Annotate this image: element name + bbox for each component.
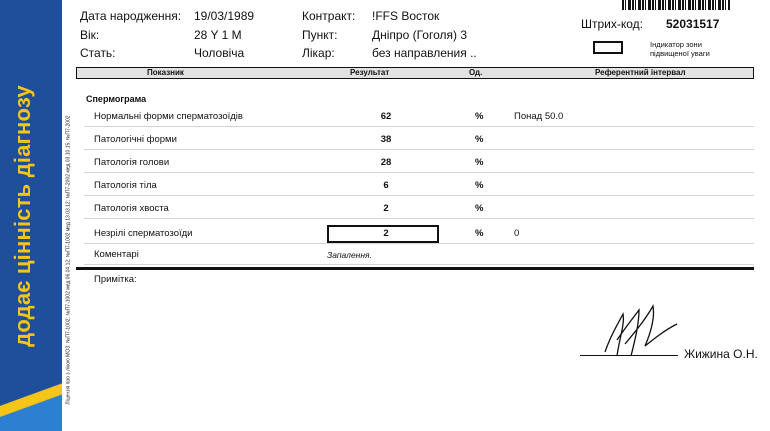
doctor-label: Лікар: (302, 46, 335, 60)
contract-value: !FFS Восток (372, 9, 440, 23)
table-row (84, 106, 754, 127)
signature-scrawl (595, 300, 679, 360)
barcode-label: Штрих-код: (581, 17, 643, 31)
note-label: Примітка: (94, 274, 137, 285)
comment-value: Запалення. (327, 250, 372, 260)
point-value: Дніпро (Гоголя) 3 (372, 28, 467, 42)
row-unit: % (475, 111, 484, 122)
table-row (84, 129, 754, 150)
row-name: Патологічні форми (94, 134, 177, 145)
header-unit: Од. (469, 68, 483, 77)
age-label: Вік: (80, 28, 100, 42)
row-unit: % (475, 228, 484, 239)
barcode-image (622, 0, 730, 10)
row-reference: 0 (514, 228, 520, 239)
contract-label: Контракт: (302, 9, 356, 23)
comment-row (84, 245, 754, 265)
point-label: Пункт: (302, 28, 338, 42)
table-row (84, 198, 754, 219)
license-note: Ліцензія про з лікою МОЗ: №П7-1002; №П7-1002 мед 06.04.12; №П7-1002 мед 13.03.12; №П7-2002 мед 03.10.15; №П7-2002 (66, 115, 72, 405)
sidebar-panel (0, 0, 62, 431)
attention-indicator-box (593, 41, 623, 54)
row-name: Незрілі сперматозоїди (94, 228, 193, 239)
attention-highlight-box (327, 225, 439, 243)
row-value: 62 (380, 111, 392, 122)
doctor-value: без направления .. (372, 46, 477, 60)
row-name: Патологія тіла (94, 180, 157, 191)
row-unit: % (475, 134, 484, 145)
signature-line (580, 355, 678, 356)
row-unit: % (475, 203, 484, 214)
signature-name: Жижина О.Н. (684, 347, 758, 361)
table-row (84, 152, 754, 173)
dob-value: 19/03/1989 (194, 9, 255, 23)
row-unit: % (475, 180, 484, 191)
section-title: Спермограма (86, 94, 147, 104)
age-value: 28 Y 1 M (194, 28, 242, 42)
row-name: Нормальні форми сперматозоїдів (94, 111, 243, 122)
row-value: 38 (380, 134, 392, 145)
results-table-header (76, 67, 754, 79)
sex-value: Чоловіча (194, 46, 245, 60)
row-name: Патологія хвоста (94, 203, 169, 214)
row-unit: % (475, 157, 484, 168)
row-name: Патологія голови (94, 157, 170, 168)
dob-label: Дата народження: (80, 9, 182, 23)
header-reference: Референтний інтервал (595, 68, 686, 77)
table-row (84, 175, 754, 196)
comment-label: Коментарі (94, 249, 139, 260)
row-value: 6 (383, 180, 389, 191)
sex-label: Стать: (80, 46, 116, 60)
header-indicator: Показник (147, 68, 184, 77)
attention-indicator-label: Індикатор зони підвищеної уваги (650, 40, 710, 58)
table-bottom-rule (76, 267, 754, 270)
header-result: Результат (350, 68, 390, 77)
row-value: 28 (380, 157, 392, 168)
barcode-number: 52031517 (666, 17, 720, 31)
row-reference: Понад 50.0 (514, 111, 564, 122)
sidebar-slogan: додає цінність діагнозу (10, 84, 35, 347)
sidebar-accent-shape (0, 361, 62, 431)
row-value: 2 (383, 228, 389, 239)
row-value: 2 (383, 203, 389, 214)
